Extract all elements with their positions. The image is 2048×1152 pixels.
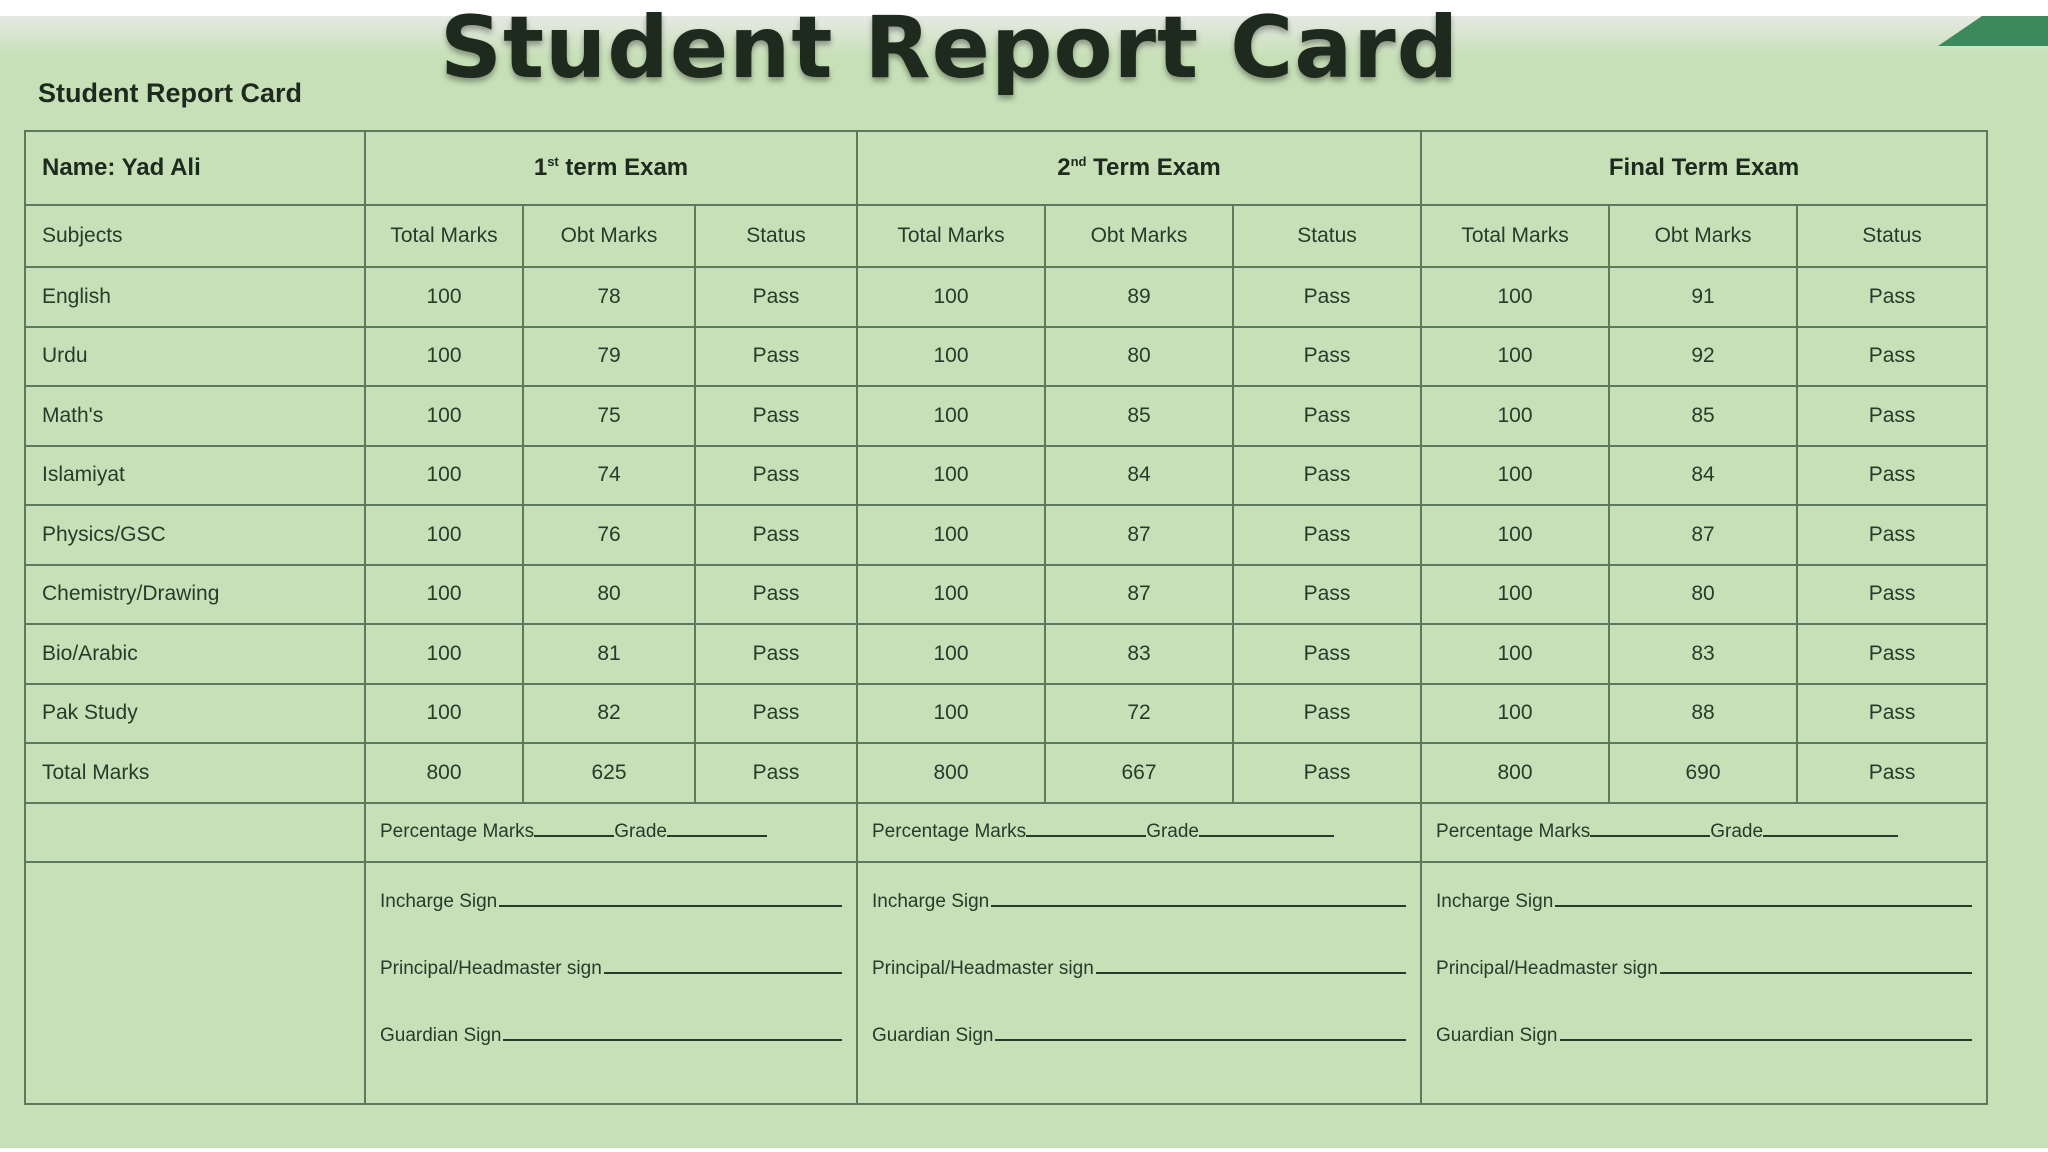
percentage-grade-1 [365, 803, 857, 862]
percentage-label: Percentage Marks [1436, 821, 1591, 842]
status-cell: Pass [695, 327, 857, 387]
table-row [25, 684, 1987, 744]
status-cell: Pass [1233, 565, 1421, 625]
total-marks-cell: 100 [1421, 446, 1609, 506]
total-marks-cell: 100 [857, 624, 1045, 684]
total-marks-cell: 100 [857, 446, 1045, 506]
status-cell: Pass [1233, 446, 1421, 506]
total-marks-cell: 100 [365, 267, 523, 327]
obt-marks-cell: 72 [1045, 684, 1233, 744]
blank-cell [25, 862, 365, 1104]
col-total-marks-1: Total Marks [365, 205, 523, 267]
total-marks-cell: 100 [365, 624, 523, 684]
status-cell: Pass [1797, 743, 1987, 803]
fill-line [1199, 834, 1334, 837]
obt-marks-cell: 80 [1045, 327, 1233, 387]
signatures-2 [857, 862, 1421, 1104]
exam-title-2-text: Term Exam [1086, 154, 1221, 181]
col-status-2: Status [1233, 205, 1421, 267]
total-marks-cell: 100 [365, 446, 523, 506]
incharge-sign-line [380, 891, 842, 958]
obt-marks-cell: 690 [1609, 743, 1797, 803]
table-row [25, 505, 1987, 565]
status-cell: Pass [1233, 624, 1421, 684]
fill-line [1560, 1039, 1973, 1041]
fill-line [503, 1039, 842, 1041]
total-marks-cell: 100 [1421, 327, 1609, 387]
obt-marks-cell: 88 [1609, 684, 1797, 744]
exam-title-2-suffix: nd [1070, 154, 1087, 169]
table-row [25, 446, 1987, 506]
signature-block [1422, 863, 1986, 1092]
subject-cell: Pak Study [25, 684, 365, 744]
total-marks-cell: 100 [365, 327, 523, 387]
total-marks-cell: 100 [857, 684, 1045, 744]
col-status-1: Status [695, 205, 857, 267]
principal-sign-line [872, 958, 1406, 1025]
subject-cell: English [25, 267, 365, 327]
report-card-table [24, 130, 1988, 1105]
guardian-sign-label: Guardian Sign [380, 1024, 502, 1046]
fill-line [604, 972, 842, 974]
total-marks-cell: 100 [857, 267, 1045, 327]
percentage-label: Percentage Marks [380, 821, 535, 842]
obt-marks-cell: 87 [1609, 505, 1797, 565]
obt-marks-cell: 87 [1045, 565, 1233, 625]
obt-marks-cell: 89 [1045, 267, 1233, 327]
obt-marks-cell: 85 [1609, 386, 1797, 446]
fill-line [995, 1039, 1406, 1041]
exam-title-2 [857, 131, 1421, 205]
total-marks-cell: 100 [1421, 684, 1609, 744]
principal-sign-label: Principal/Headmaster sign [380, 957, 602, 979]
total-marks-cell: 100 [857, 565, 1045, 625]
obt-marks-cell: 78 [523, 267, 695, 327]
total-marks-cell: 100 [365, 386, 523, 446]
total-marks-cell: 100 [1421, 624, 1609, 684]
obt-marks-cell: 80 [523, 565, 695, 625]
obt-marks-cell: 82 [523, 684, 695, 744]
total-marks-cell: 100 [1421, 386, 1609, 446]
exam-title-1 [365, 131, 857, 205]
exam-title-1-text: term Exam [558, 154, 689, 181]
status-cell: Pass [695, 743, 857, 803]
principal-sign-label: Principal/Headmaster sign [872, 957, 1094, 979]
col-status-3: Status [1797, 205, 1987, 267]
table-row [25, 624, 1987, 684]
guardian-sign-label: Guardian Sign [872, 1024, 994, 1046]
subject-cell: Urdu [25, 327, 365, 387]
status-cell: Pass [695, 684, 857, 744]
status-cell: Pass [1233, 505, 1421, 565]
fill-line [1096, 972, 1406, 974]
student-name: Name: Yad Ali [25, 131, 365, 205]
incharge-sign-line [872, 891, 1406, 958]
obt-marks-cell: 81 [523, 624, 695, 684]
status-cell: Pass [695, 446, 857, 506]
guardian-sign-label: Guardian Sign [1436, 1024, 1558, 1046]
total-marks-cell: 100 [1421, 505, 1609, 565]
col-obt-marks-3: Obt Marks [1609, 205, 1797, 267]
col-obt-marks-1: Obt Marks [523, 205, 695, 267]
status-cell: Pass [1797, 267, 1987, 327]
status-cell: Pass [1797, 386, 1987, 446]
total-row [25, 743, 1987, 803]
fill-line [991, 905, 1406, 907]
grade-label: Grade [1710, 821, 1764, 842]
total-marks-cell: 100 [1421, 565, 1609, 625]
obt-marks-cell: 83 [1045, 624, 1233, 684]
grade-label: Grade [1146, 821, 1199, 842]
incharge-sign-line [1436, 891, 1972, 958]
exam-title-3-text: Final Term Exam [1608, 154, 1800, 181]
page-title: Student Report Card [440, 0, 1460, 98]
guardian-sign-line [380, 1025, 842, 1092]
total-marks-cell: 100 [1421, 267, 1609, 327]
status-cell: Pass [1233, 386, 1421, 446]
grade-label: Grade [614, 821, 667, 842]
exam-title-1-number: 1 [533, 154, 548, 181]
signatures-3 [1421, 862, 1987, 1104]
status-cell: Pass [695, 624, 857, 684]
incharge-sign-label: Incharge Sign [872, 890, 990, 912]
obt-marks-cell: 74 [523, 446, 695, 506]
total-marks-cell: 800 [365, 743, 523, 803]
status-cell: Pass [1233, 743, 1421, 803]
table-row [25, 386, 1987, 446]
total-marks-cell: 100 [365, 684, 523, 744]
status-cell: Pass [695, 505, 857, 565]
exam-title-1-suffix: st [547, 154, 559, 169]
column-header-row [25, 205, 1987, 267]
fill-line [667, 834, 767, 837]
obt-marks-cell: 625 [523, 743, 695, 803]
fill-line [1555, 905, 1972, 907]
col-total-marks-2: Total Marks [857, 205, 1045, 267]
total-marks-cell: 100 [857, 386, 1045, 446]
total-marks-cell: 100 [365, 565, 523, 625]
status-cell: Pass [1797, 446, 1987, 506]
status-cell: Pass [1797, 327, 1987, 387]
signature-row [25, 862, 1987, 1104]
obt-marks-cell: 83 [1609, 624, 1797, 684]
subject-cell: Physics/GSC [25, 505, 365, 565]
status-cell: Pass [695, 386, 857, 446]
total-marks-cell: 100 [857, 505, 1045, 565]
total-marks-cell: 800 [1421, 743, 1609, 803]
table-row [25, 565, 1987, 625]
exam-title-3 [1421, 131, 1987, 205]
status-cell: Pass [1797, 505, 1987, 565]
obt-marks-cell: 87 [1045, 505, 1233, 565]
principal-sign-line [380, 958, 842, 1025]
obt-marks-cell: 91 [1609, 267, 1797, 327]
total-marks-cell: 100 [857, 327, 1045, 387]
percentage-grade-2 [857, 803, 1421, 862]
subject-cell: Islamiyat [25, 446, 365, 506]
status-cell: Pass [1233, 267, 1421, 327]
obt-marks-cell: 75 [523, 386, 695, 446]
percentage-grade-3 [1421, 803, 1987, 862]
status-cell: Pass [1233, 684, 1421, 744]
principal-sign-line [1436, 958, 1972, 1025]
total-marks-cell: 800 [857, 743, 1045, 803]
signature-block [858, 863, 1420, 1092]
obt-marks-cell: 92 [1609, 327, 1797, 387]
guardian-sign-line [872, 1025, 1406, 1092]
subject-cell: Chemistry/Drawing [25, 565, 365, 625]
obt-marks-cell: 76 [523, 505, 695, 565]
card-caption: Student Report Card [38, 78, 303, 108]
exam-title-2-number: 2 [1057, 154, 1071, 181]
fill-line [534, 834, 614, 837]
status-cell: Pass [695, 565, 857, 625]
fill-line [1660, 972, 1972, 974]
signature-block [366, 863, 856, 1092]
fill-line [499, 905, 842, 907]
obt-marks-cell: 84 [1609, 446, 1797, 506]
subject-cell: Math's [25, 386, 365, 446]
exam-header-row [25, 131, 1987, 205]
signatures-1 [365, 862, 857, 1104]
total-marks-cell: 100 [365, 505, 523, 565]
subject-cell: Total Marks [25, 743, 365, 803]
fill-line [1763, 834, 1898, 837]
fill-line [1026, 834, 1146, 837]
obt-marks-cell: 79 [523, 327, 695, 387]
guardian-sign-line [1436, 1025, 1972, 1092]
table-row [25, 327, 1987, 387]
status-cell: Pass [1797, 684, 1987, 744]
obt-marks-cell: 84 [1045, 446, 1233, 506]
incharge-sign-label: Incharge Sign [1436, 890, 1554, 912]
status-cell: Pass [1797, 624, 1987, 684]
table-row [25, 267, 1987, 327]
status-cell: Pass [1797, 565, 1987, 625]
status-cell: Pass [695, 267, 857, 327]
obt-marks-cell: 80 [1609, 565, 1797, 625]
col-subjects: Subjects [25, 205, 365, 267]
principal-sign-label: Principal/Headmaster sign [1436, 957, 1658, 979]
percentage-row [25, 803, 1987, 862]
status-cell: Pass [1233, 327, 1421, 387]
obt-marks-cell: 85 [1045, 386, 1233, 446]
col-obt-marks-2: Obt Marks [1045, 205, 1233, 267]
percentage-label: Percentage Marks [872, 821, 1027, 842]
incharge-sign-label: Incharge Sign [380, 890, 498, 912]
col-total-marks-3: Total Marks [1421, 205, 1609, 267]
subject-cell: Bio/Arabic [25, 624, 365, 684]
obt-marks-cell: 667 [1045, 743, 1233, 803]
fill-line [1590, 834, 1710, 837]
blank-cell [25, 803, 365, 862]
